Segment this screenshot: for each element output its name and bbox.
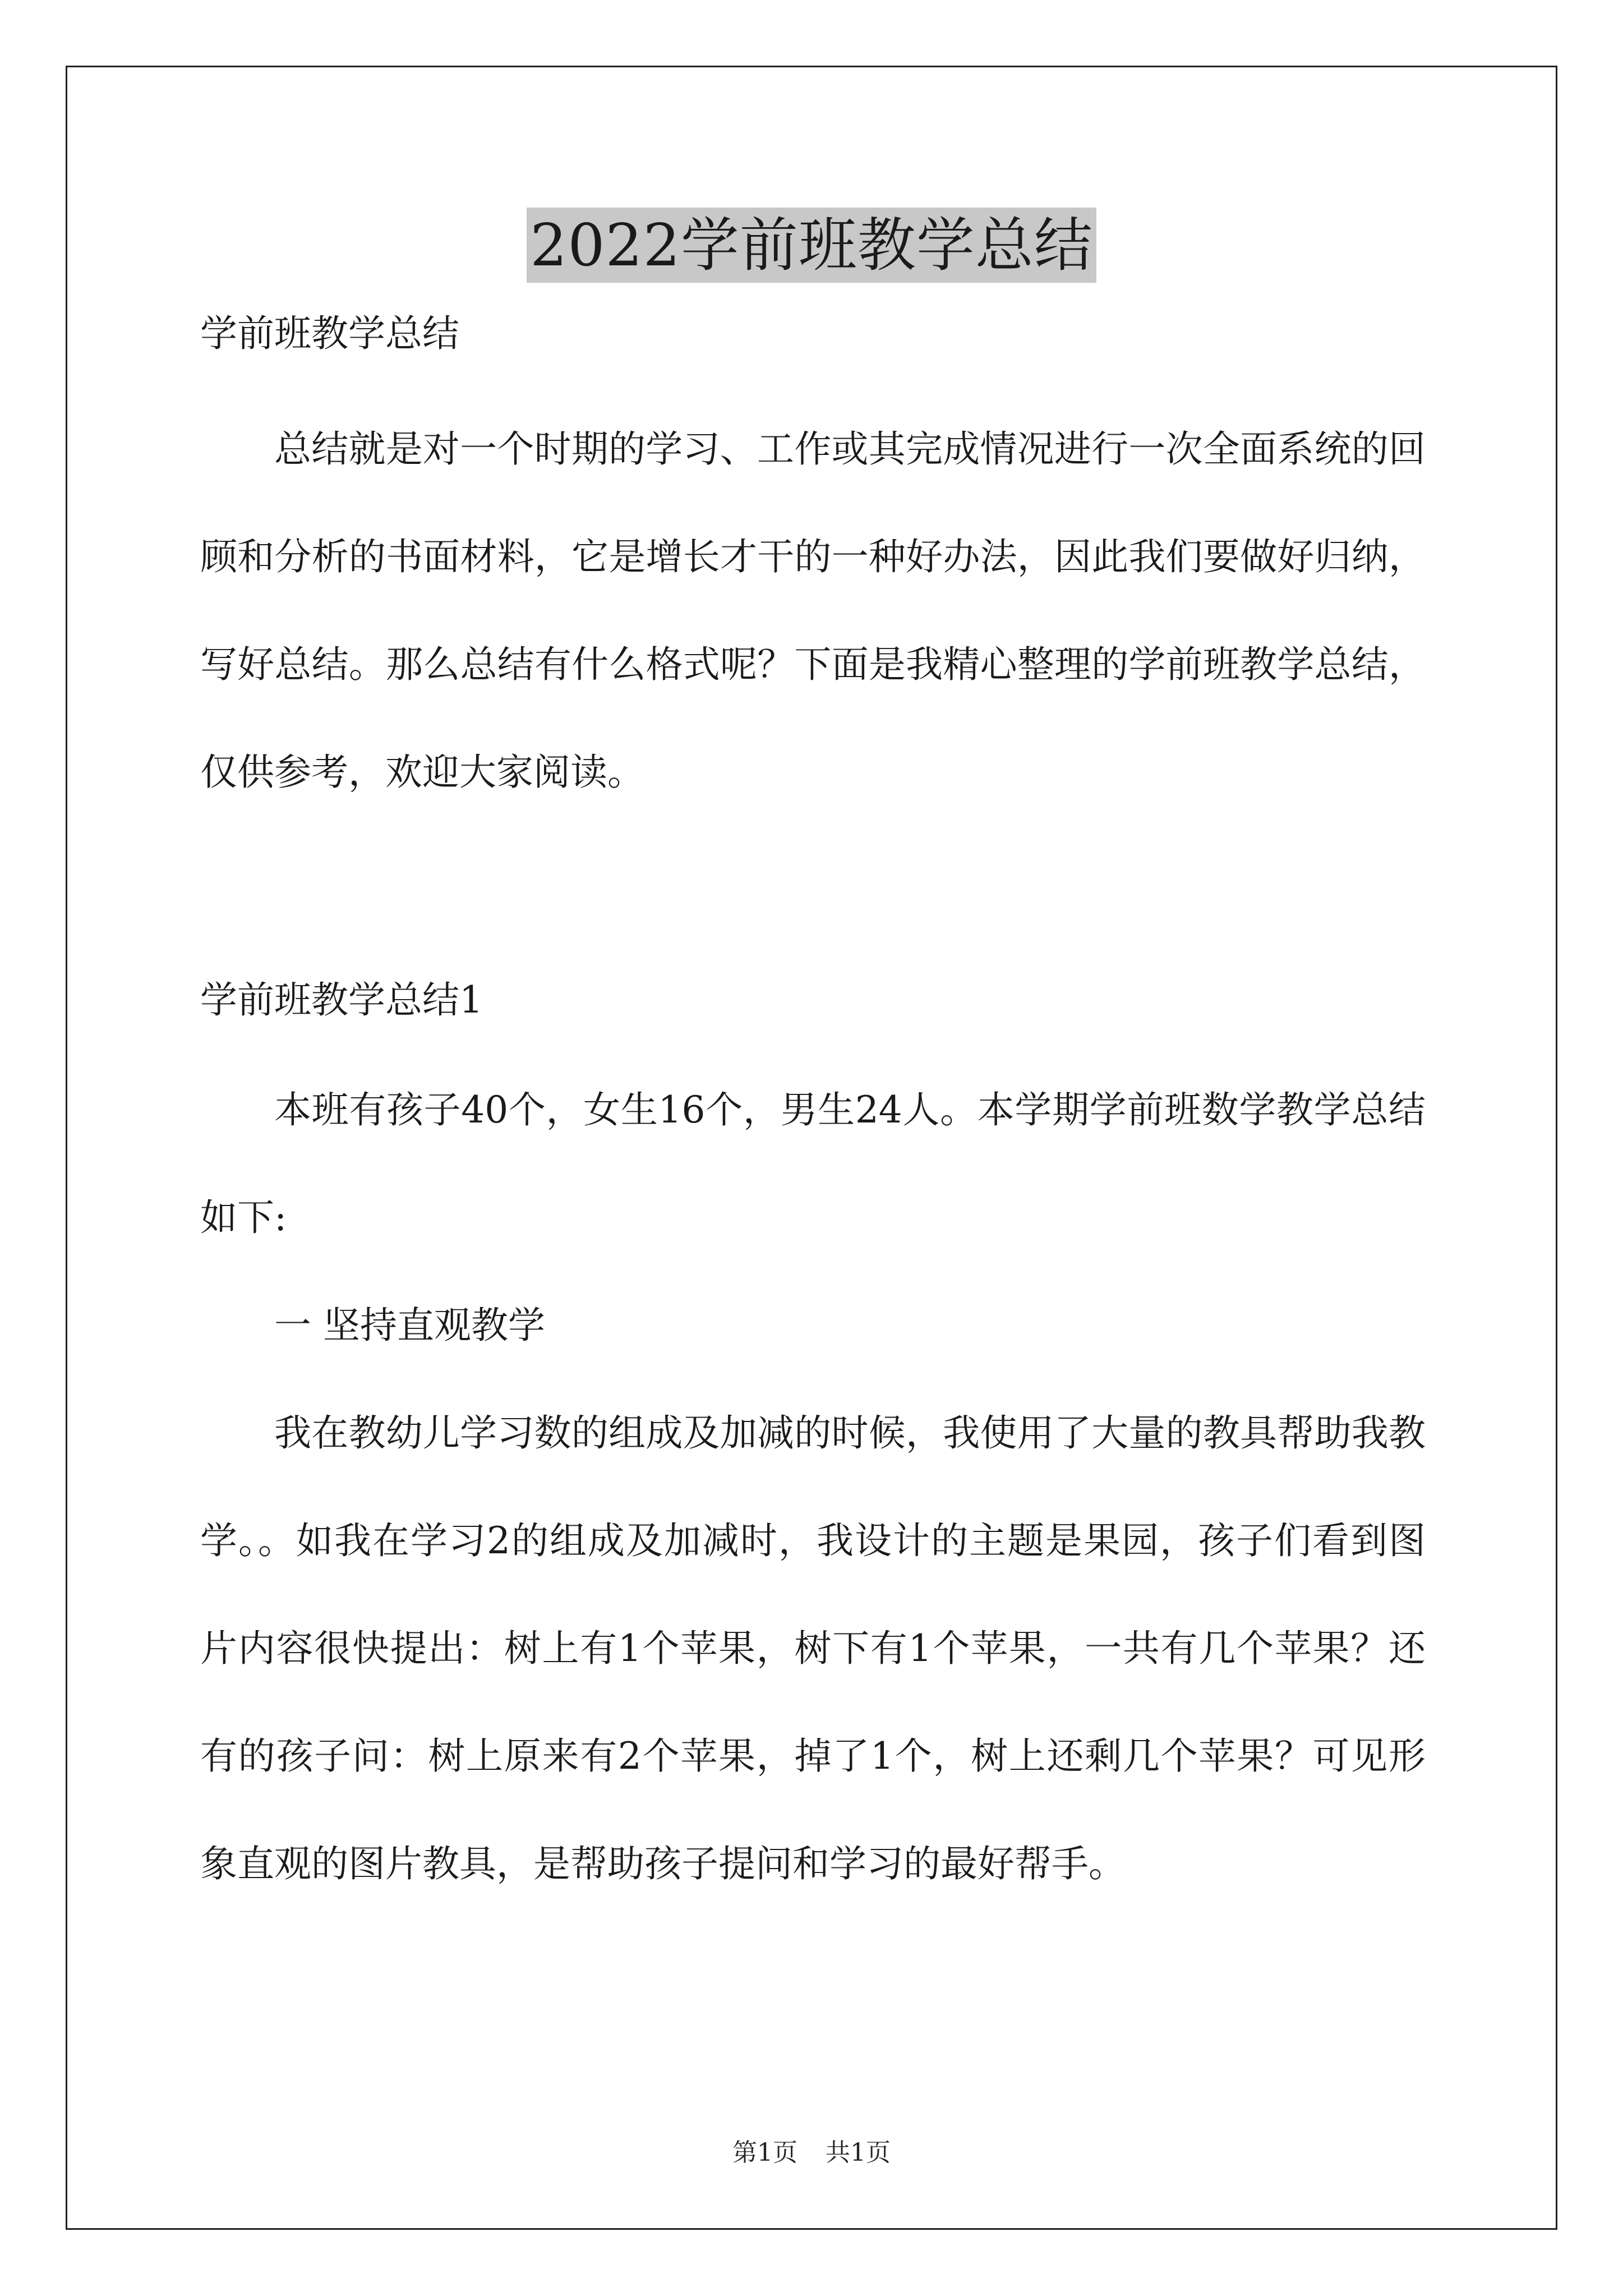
page-total: 共1页: [826, 2138, 891, 2167]
intro-paragraph: 总结就是对一个时期的学习、工作或其完成情况进行一次全面系统的回顾和分析的书面材料，它是增长才干的一种好办法，因此我们要做好归纳，写好总结。那么总结有什么格式呢？下面是我精心整理的学前班教学总结，仅供参考，欢迎大家阅读。: [200, 427, 1426, 794]
document-body: [200, 306, 1426, 1918]
document-title: 2022学前班教学总结: [527, 208, 1096, 283]
section-1-heading: 学前班教学总结1: [200, 978, 483, 1022]
intro-heading: 学前班教学总结: [200, 312, 459, 355]
section-1-paragraph-2: 我在教幼儿学习数的组成及加减的时候，我使用了大量的教具帮助我教学。。如我在学习2的组成及加减时，我设计的主题是果园，孩子们看到图片内容很快提出：树上有1个苹果，树下有1个苹果，一共有几个苹果？还有的孩子问：树上原来有2个苹果，掉了1个，树上还剩几个苹果？可见形象直观的图片教具，是帮助孩子提问和学习的最好帮手。: [200, 1411, 1426, 1885]
section-1-subheading: 一 坚持直观教学: [274, 1304, 545, 1347]
page-number: 第1页: [732, 2138, 797, 2167]
title-container: [0, 208, 1623, 283]
section-1-paragraph-1: 本班有孩子40个，女生16个，男生24人。本学期学前班数学教学总结如下:: [200, 1088, 1426, 1239]
page-footer: [0, 2136, 1623, 2170]
